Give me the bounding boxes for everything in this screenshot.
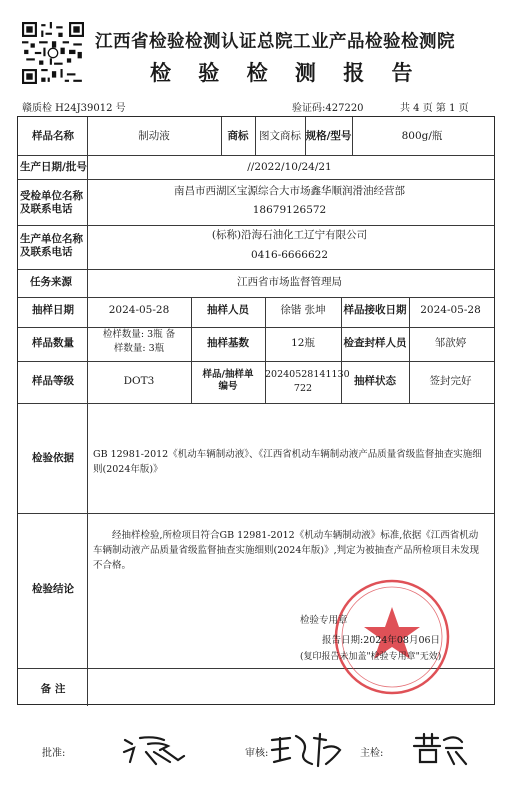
report-institute-title: 江西省检验检测认证总院工业产品检验检测院 xyxy=(95,32,455,52)
copy-notice: (复印报告未加盖"检验专用章"无效) xyxy=(300,652,442,662)
chief-inspector-signature xyxy=(410,730,470,770)
label-model: 规格/型号 xyxy=(305,130,352,142)
label-producer: 生产单位名称 及联系电话 xyxy=(20,233,83,258)
value-sample-qty-line2: 样数量: 3瓶 xyxy=(113,343,165,354)
label-inspected-unit: 受检单位名称 及联系电话 xyxy=(20,190,83,215)
stamp-seal-label: 检验专用章 xyxy=(300,615,348,626)
qr-code xyxy=(22,22,84,84)
value-model: 800g/瓶 xyxy=(401,130,443,142)
value-inspected-phone: 18679126572 xyxy=(252,204,327,216)
label-trademark: 商标 xyxy=(227,130,249,142)
value-producer: (标称)沿海石油化工辽宁有限公司 xyxy=(211,229,368,241)
label-sampling-base: 抽样基数 xyxy=(207,337,249,349)
value-sampler: 徐锴 张坤 xyxy=(280,304,326,316)
value-sample-name: 制动液 xyxy=(138,130,170,142)
label-seal-checker: 检查封样人员 xyxy=(343,337,407,349)
reviewer-signature xyxy=(268,730,348,770)
label-basis: 检验依据 xyxy=(32,452,74,464)
value-prod-date: //2022/10/24/21 xyxy=(247,161,332,173)
value-conclusion: 经抽样检验,所检项目符合GB 12981-2012《机动车辆制动液》标准,依据《江西省机动车辆制动液产品质量省级监督抽查实施细则(2024年版)》,判定为被抽查产品所检项目未发现不合格。 xyxy=(93,530,480,571)
value-sampling-status: 签封完好 xyxy=(429,375,472,387)
value-sample-grade: DOT3 xyxy=(123,375,155,387)
value-inspected-unit: 南昌市西湖区宝源综合大市场鑫华顺润滑油经营部 xyxy=(174,185,405,197)
label-task-source: 任务来源 xyxy=(30,276,72,288)
value-producer-phone: 0416-6666622 xyxy=(250,249,329,261)
label-sample-grade: 样品等级 xyxy=(32,375,74,387)
value-sampling-base: 12瓶 xyxy=(291,337,315,349)
value-receive-date: 2024-05-28 xyxy=(420,304,481,316)
label-sheet-no: 样品/抽样单 编号 xyxy=(202,369,254,392)
value-sample-qty-line1: 检样数量: 3瓶 备 xyxy=(102,329,176,340)
label-sample-qty: 样品数量 xyxy=(32,337,74,349)
label-review: 审核: xyxy=(245,748,269,759)
value-sampling-date: 2024-05-28 xyxy=(108,304,170,316)
label-sampler: 抽样人员 xyxy=(207,304,249,316)
value-seal-checker: 邹歆婷 xyxy=(434,337,467,349)
page-info: 共 4 页 第 1 页 xyxy=(400,103,469,114)
report-title: 检 验 检 测 报 告 xyxy=(150,60,423,85)
value-sheet-no-line2: 722 xyxy=(293,383,313,394)
verify-code: 验证码:427220 xyxy=(292,103,364,114)
label-receive-date: 样品接收日期 xyxy=(343,304,407,316)
value-sheet-no-line1: 20240528141130 xyxy=(265,369,350,380)
label-sampling-status: 抽样状态 xyxy=(354,375,396,387)
label-remarks: 备 注 xyxy=(40,683,66,695)
label-conclusion: 检验结论 xyxy=(32,583,74,595)
label-prod-date: 生产日期/批号 xyxy=(20,161,87,173)
value-trademark: 图文商标 xyxy=(259,130,301,142)
report-date: 报告日期:2024年08月06日 xyxy=(322,635,441,646)
value-task-source: 江西省市场监督管理局 xyxy=(237,276,342,288)
label-chief: 主检: xyxy=(360,748,384,759)
approver-signature xyxy=(120,730,190,770)
value-basis: GB 12981-2012《机动车辆制动液》、《江西省机动车辆制动液产品质量省级监督抽查实施细则(2024年版)》 xyxy=(93,449,482,475)
report-number: 赣质检 H24J39012 号 xyxy=(22,103,126,114)
label-sampling-date: 抽样日期 xyxy=(32,304,74,316)
label-approve: 批准: xyxy=(42,748,66,759)
label-sample-name: 样品名称 xyxy=(32,130,74,142)
